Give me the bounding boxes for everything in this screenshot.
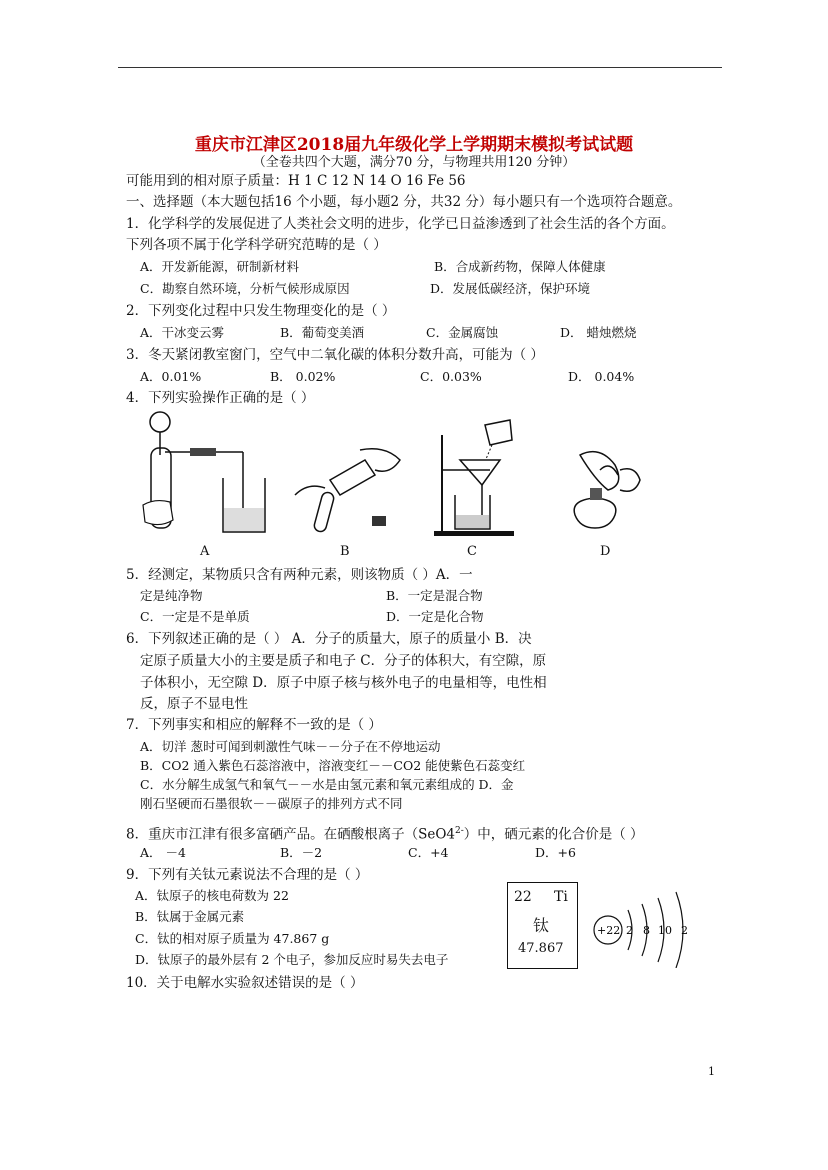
q3-option-a: A．0.01% bbox=[140, 369, 202, 384]
element-atomic-mass: 47.867 bbox=[518, 941, 564, 956]
q7-stem: 7．下列事实和相应的解释不一致的是（ ） bbox=[126, 717, 382, 733]
q9-option-a: A．钛原子的核电荷数为 22 bbox=[135, 888, 289, 903]
atomic-structure-diagram bbox=[588, 888, 703, 968]
q3-stem: 3．冬天紧闭教室窗门，空气中二氧化碳的体积分数升高，可能为（ ） bbox=[126, 347, 544, 363]
figure-b-pouring-liquid bbox=[290, 440, 410, 540]
figure-label-c: C bbox=[467, 544, 477, 559]
shell-electrons-4: 2 bbox=[681, 924, 688, 937]
figure-label-b: B bbox=[340, 544, 350, 559]
q5-stem: 5．经测定，某物质只含有两种元素，则该物质（ ）A．一 bbox=[126, 567, 473, 583]
q6-line-4: 反，原子不显电性 bbox=[140, 696, 248, 712]
q7-option-d-cont: 刚石坚硬而石墨很软－－碳原子的排列方式不同 bbox=[140, 796, 403, 811]
q1-stem: 1．化学科学的发展促进了人类社会文明的进步，化学已日益渗透到了社会生活的各个方面。 bbox=[126, 216, 675, 232]
q8-charge: 2- bbox=[454, 826, 464, 836]
q2-option-d: D． 蜡烛燃烧 bbox=[560, 325, 637, 340]
q2-option-b: B．葡萄变美酒 bbox=[280, 325, 365, 340]
figure-label-a: A bbox=[200, 544, 210, 559]
q2-option-c: C．金属腐蚀 bbox=[426, 325, 499, 340]
element-symbol: Ti bbox=[554, 889, 568, 905]
q3-option-d: D． 0.04% bbox=[568, 369, 635, 384]
element-card-titanium bbox=[507, 882, 578, 969]
q1-option-b: B．合成新药物，保障人体健康 bbox=[434, 259, 606, 274]
q9-option-c: C．钛的相对原子质量为 47.867 g bbox=[135, 931, 330, 946]
q5-option-b: B．一定是混合物 bbox=[386, 588, 483, 603]
q3-option-c: C．0.03% bbox=[420, 369, 482, 384]
q8-stem-pre: 8．重庆市江津有很多富硒产品。在硒酸根离子（SeO4 bbox=[126, 826, 455, 843]
shell-electrons-3: 10 bbox=[658, 924, 672, 937]
q9-option-d: D．钛原子的最外层有 2 个电子，参加反应时易失去电子 bbox=[135, 952, 449, 967]
header-rule bbox=[118, 67, 722, 68]
q1-option-a: A．开发新能源，研制新材料 bbox=[140, 259, 300, 274]
document-title: 重庆市江津区2018届九年级化学上学期期末模拟考试试题 bbox=[194, 135, 634, 155]
q8-option-d: D．+6 bbox=[535, 845, 576, 860]
q6-line-1: 6．下列叙述正确的是（ ） A．分子的质量大，原子的质量小 B．决 bbox=[126, 631, 532, 647]
q8-option-b: B．－2 bbox=[280, 845, 323, 860]
q5-option-a-cont: 定是纯净物 bbox=[140, 588, 203, 603]
figure-a-gas-tightness-check bbox=[135, 410, 275, 540]
q7-option-b: B．CO2 通入紫色石蕊溶液中，溶液变红－－CO2 能使紫色石蕊变红 bbox=[140, 758, 526, 773]
document-subtitle: （全卷共四个大题，满分70 分，与物理共用120 分钟） bbox=[252, 155, 576, 170]
q3-option-b: B． 0.02% bbox=[270, 369, 336, 384]
figure-label-d: D bbox=[600, 544, 611, 559]
q9-option-b: B．钛属于金属元素 bbox=[135, 909, 245, 924]
q8-option-a: A． －4 bbox=[140, 845, 186, 860]
page-number: 1 bbox=[708, 1065, 715, 1078]
shell-electrons-2: 8 bbox=[643, 924, 650, 937]
q1-option-d: D．发展低碳经济，保护环境 bbox=[430, 281, 591, 296]
section-heading: 一、选择题（本大题包括16 个小题，每小题2 分，共32 分）每小题只有一个选项符合题意。 bbox=[126, 194, 682, 210]
q4-stem: 4．下列实验操作正确的是（ ） bbox=[126, 390, 315, 406]
q8-stem-post: ）中，硒元素的化合价是（ ） bbox=[463, 826, 644, 843]
element-name: 钛 bbox=[533, 916, 550, 935]
q8-stem bbox=[126, 822, 644, 844]
shell-electrons-1: 2 bbox=[626, 924, 633, 937]
q2-stem: 2．下列变化过程中只发生物理变化的是（ ） bbox=[126, 303, 396, 319]
q5-option-d: D．一定是化合物 bbox=[386, 609, 484, 624]
q6-line-2: 定原子质量大小的主要是质子和电子 C．分子的体积大，有空隙，原 bbox=[140, 653, 547, 669]
q2-option-a: A．干冰变云雾 bbox=[140, 325, 225, 340]
q1-stem-2: 下列各项不属于化学科学研究范畴的是（ ） bbox=[126, 237, 387, 253]
q5-option-c: C．一定是不是单质 bbox=[140, 609, 250, 624]
element-atomic-number: 22 bbox=[514, 889, 532, 905]
figure-c-filtration bbox=[430, 415, 530, 540]
q1-option-c: C．勘察自然环境，分析气候形成原因 bbox=[140, 281, 350, 296]
q7-option-a: A．切洋 葱时可闻到刺激性气味－－分子在不停地运动 bbox=[140, 739, 441, 754]
nucleus-charge: +22 bbox=[597, 924, 621, 937]
q7-option-c: C．水分解生成氢气和氧气－－水是由氢元素和氧元素组成的 D．金 bbox=[140, 777, 514, 792]
q9-stem: 9．下列有关钛元素说法不合理的是（ ） bbox=[126, 867, 369, 883]
atomic-masses: 可能用到的相对原子质量：H 1 C 12 N 14 O 16 Fe 56 bbox=[126, 173, 466, 189]
q8-option-c: C．+4 bbox=[408, 845, 449, 860]
q6-line-3: 子体积小，无空隙 D．原子中原子核与核外电子的电量相等，电性相 bbox=[140, 675, 547, 691]
figure-d-alcohol-lamp bbox=[560, 440, 650, 540]
q10-stem: 10．关于电解水实验叙述错误的是（ ） bbox=[126, 975, 364, 991]
